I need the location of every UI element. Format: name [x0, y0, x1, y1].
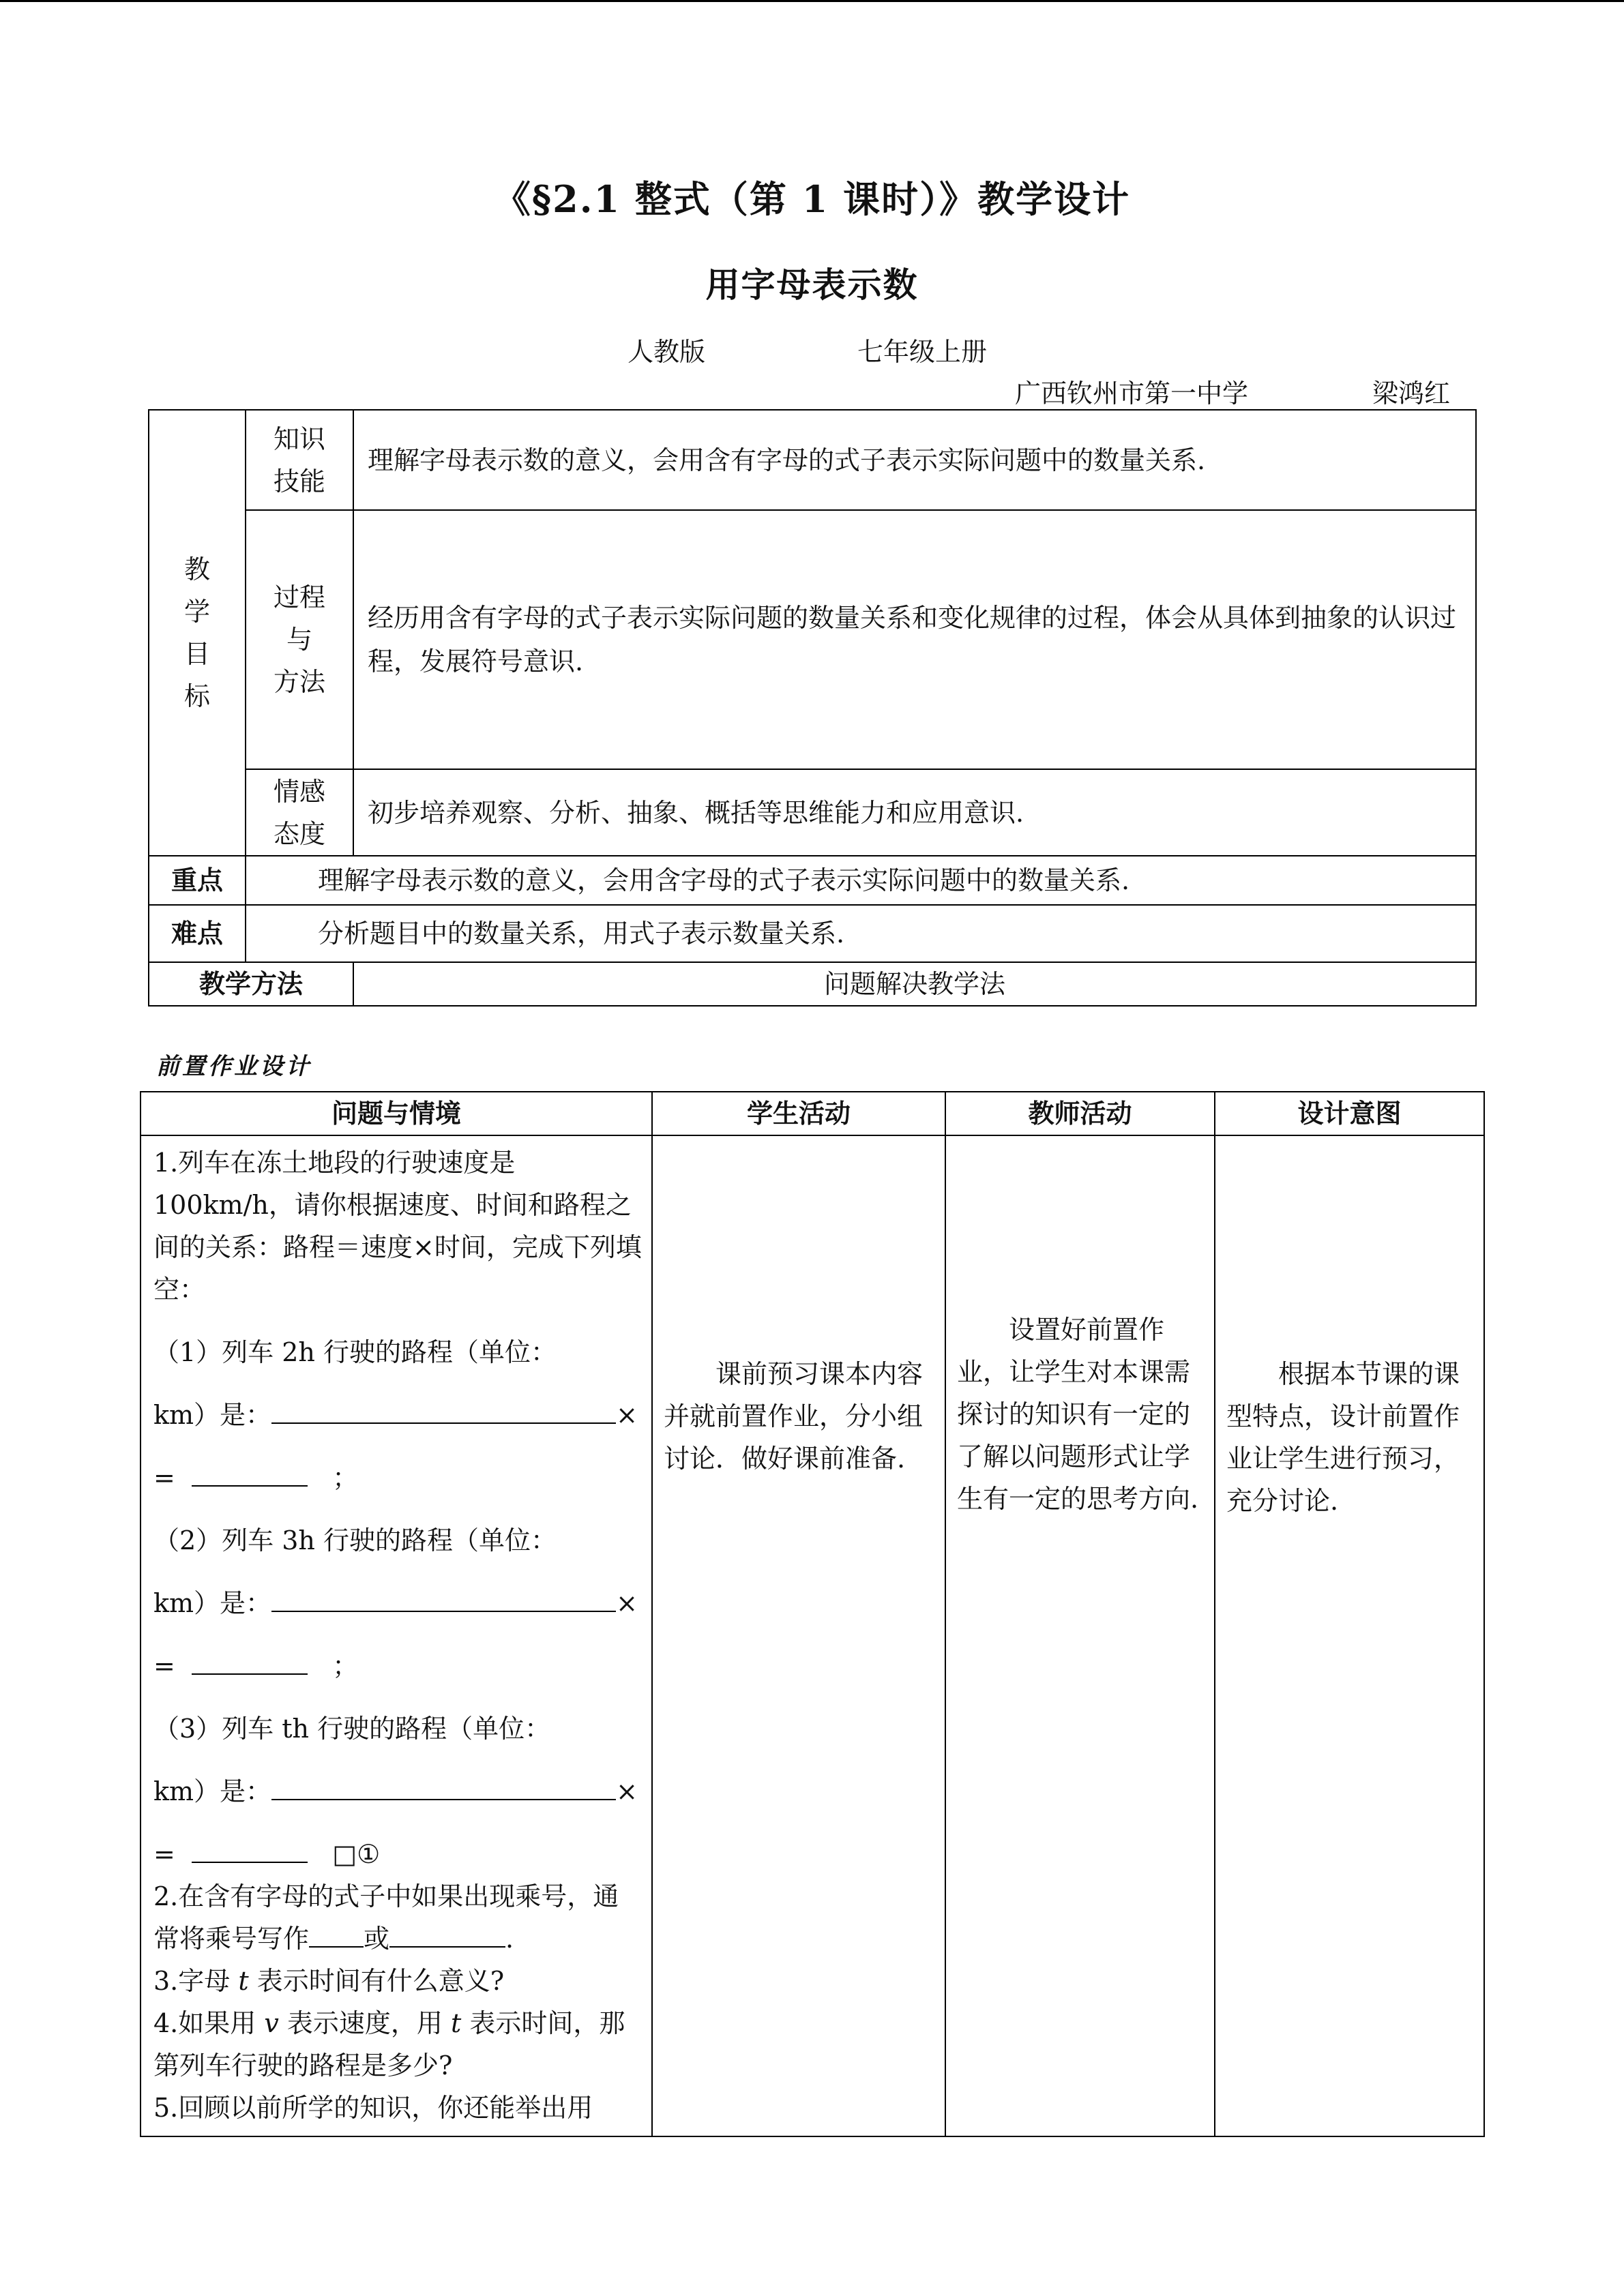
- q1-part1-result: = ；: [153, 1457, 642, 1499]
- key-point-content: 理解字母表示数的意义，会用含字母的式子表示实际问题中的数量关系.: [246, 856, 1476, 905]
- header-student: 学生活动: [652, 1092, 945, 1135]
- publisher: 人教版: [628, 337, 706, 367]
- objective-label-attitude: 情感 态度: [246, 769, 353, 856]
- q2: 2.在含有字母的式子中如果出现乘号，通常将乘号写作 或 .: [153, 1881, 619, 1954]
- blank-line: [389, 1918, 505, 1948]
- objectives-table: [148, 409, 1477, 1007]
- page-top-border: [0, 0, 1624, 2]
- objective-label-knowledge: 知识 技能: [246, 410, 353, 510]
- document-subtitle: 用字母表示数: [705, 265, 919, 305]
- preview-section-title: 前置作业设计: [156, 1053, 312, 1080]
- q1-part3-fill: km）是： ×: [153, 1770, 642, 1813]
- blank-line: [192, 1645, 308, 1675]
- preview-table: [140, 1091, 1485, 2137]
- objective-content-process: 经历用含有字母的式子表示实际问题的数量关系和变化规律的过程，体会从具体到抽象的认识过程，发展符号意识.: [353, 510, 1476, 769]
- difficulty-label: 难点: [149, 905, 246, 962]
- objective-label-process: 过程 与 方法: [246, 510, 353, 769]
- preview-body-row: [141, 1135, 1484, 2136]
- header-problem: 问题与情境: [141, 1092, 652, 1135]
- blank-line: [192, 1833, 308, 1863]
- problem-cell: [141, 1135, 652, 2136]
- objectives-group-label: 教 学 目 标: [149, 410, 246, 856]
- objective-row-attitude: [149, 769, 1476, 856]
- difficulty-content: 分析题目中的数量关系，用式子表示数量关系.: [246, 905, 1476, 962]
- difficulty-row: [149, 905, 1476, 962]
- blank-line: [271, 1394, 616, 1424]
- q1-intro: 1.列车在冻土地段的行驶速度是100km/h，请你根据速度、时间和路程之间的关系：路程＝速度×时间，完成下列填空：: [153, 1148, 642, 1304]
- preview-header-row: [141, 1092, 1484, 1135]
- objective-content-attitude: 初步培养观察、分析、抽象、概括等思维能力和应用意识.: [353, 769, 1476, 856]
- q1-part1-fill: km）是： ×: [153, 1394, 642, 1436]
- header-intent: 设计意图: [1215, 1092, 1484, 1135]
- teacher-activity-text: 设置好前置作业，让学生对本课需探讨的知识有一定的了解以问题形式让学生有一定的思考方向.: [957, 1315, 1199, 1514]
- design-intent-text: 根据本节课的课型特点，设计前置作业让学生进行预习，充分讨论.: [1226, 1359, 1460, 1516]
- document-title: 《§2.1 整式（第 1 课时）》教学设计: [493, 177, 1131, 221]
- method-content: 问题解决教学法: [353, 962, 1476, 1006]
- q1-part3: （3）列车 th 行驶的路程（单位：: [153, 1714, 551, 1744]
- grade: 七年级上册: [857, 337, 988, 367]
- objective-row-knowledge: [149, 410, 1476, 510]
- blank-line: [309, 1918, 364, 1948]
- q1-part1: （1）列车 2h 行驶的路程（单位：: [153, 1337, 557, 1367]
- q1-part2: （2）列车 3h 行驶的路程（单位：: [153, 1525, 557, 1555]
- q1-part3-result: = □①: [153, 1833, 642, 1875]
- method-row: [149, 962, 1476, 1006]
- teacher-activity-cell: [945, 1135, 1215, 2136]
- blank-line: [271, 1770, 616, 1800]
- author: 梁鸿红: [1372, 378, 1451, 408]
- q5: 5.回顾以前所学的知识，你还能举出用: [153, 2093, 593, 2123]
- blank-line: [271, 1582, 616, 1612]
- student-activity-cell: [652, 1135, 945, 2136]
- q1-part2-fill: km）是： ×: [153, 1582, 642, 1624]
- key-point-label: 重点: [149, 856, 246, 905]
- objective-content-knowledge: 理解字母表示数的意义，会用含有字母的式子表示实际问题中的数量关系.: [353, 410, 1476, 510]
- method-label: 教学方法: [149, 962, 353, 1006]
- header-teacher: 教师活动: [945, 1092, 1215, 1135]
- student-activity-text: 课前预习课本内容并就前置作业，分小组讨论．做好课前准备.: [664, 1359, 924, 1474]
- objective-row-process: [149, 510, 1476, 769]
- q3: 3.字母 t 表示时间有什么意义?: [153, 1966, 505, 1996]
- q4: 4.如果用 v 表示速度，用 t 表示时间，那第列车行驶的路程是多少?: [153, 2008, 625, 2081]
- school: 广西钦州市第一中学: [1015, 378, 1249, 408]
- design-intent-cell: [1215, 1135, 1484, 2136]
- blank-line: [192, 1457, 308, 1487]
- key-point-row: [149, 856, 1476, 905]
- q1-part2-result: = ；: [153, 1645, 642, 1687]
